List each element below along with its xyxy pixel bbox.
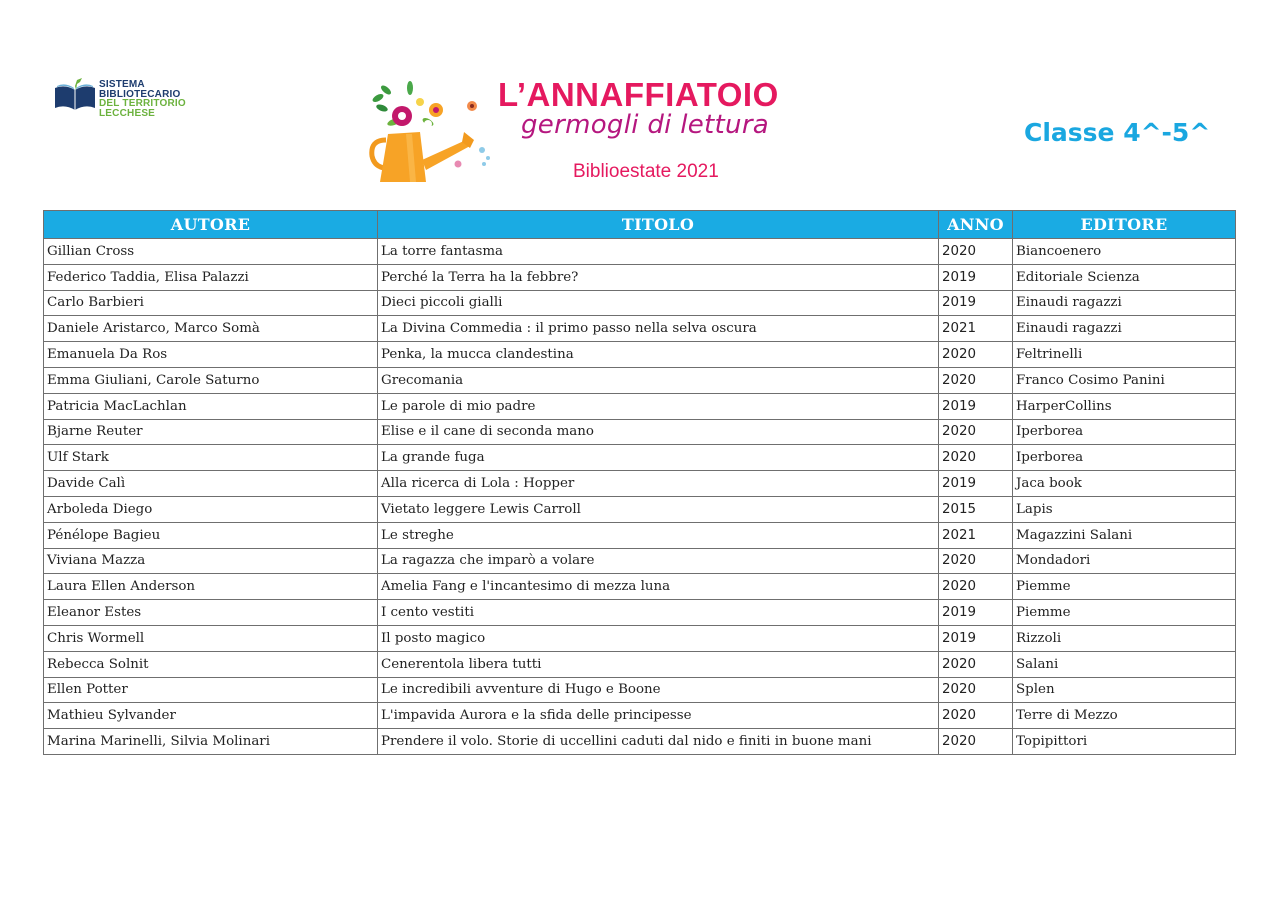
cell-autore: Carlo Barbieri — [44, 290, 378, 316]
event-subtitle: germogli di lettura — [521, 110, 770, 140]
table-row — [44, 419, 1236, 445]
column-header-editore: EDITORE — [1013, 211, 1236, 239]
cell-autore: Davide Calì — [44, 471, 378, 497]
cell-anno: 2020 — [939, 548, 1013, 574]
book-list-table — [43, 210, 1236, 755]
cell-autore: Patricia MacLachlan — [44, 393, 378, 419]
cell-editore: Biancoenero — [1013, 239, 1236, 265]
cell-titolo: La Divina Commedia : il primo passo nella selva oscura — [378, 316, 939, 342]
cell-editore: HarperCollins — [1013, 393, 1236, 419]
logo-line-1: SISTEMA — [99, 79, 145, 90]
cell-titolo: La grande fuga — [378, 445, 939, 471]
cell-anno: 2020 — [939, 729, 1013, 755]
cell-anno: 2019 — [939, 471, 1013, 497]
column-header-autore: AUTORE — [44, 211, 378, 239]
cell-titolo: Cenerentola libera tutti — [378, 651, 939, 677]
table-row — [44, 496, 1236, 522]
table-row — [44, 729, 1236, 755]
cell-titolo: Amelia Fang e l'incantesimo di mezza luna — [378, 574, 939, 600]
cell-anno: 2019 — [939, 600, 1013, 626]
cell-titolo: Alla ricerca di Lola : Hopper — [378, 471, 939, 497]
column-header-anno: ANNO — [939, 211, 1013, 239]
table-row — [44, 264, 1236, 290]
table-row — [44, 703, 1236, 729]
open-book-icon — [53, 78, 97, 114]
cell-titolo: Grecomania — [378, 367, 939, 393]
table-row — [44, 548, 1236, 574]
cell-editore: Iperborea — [1013, 419, 1236, 445]
cell-editore: Magazzini Salani — [1013, 522, 1236, 548]
cell-autore: Laura Ellen Anderson — [44, 574, 378, 600]
cell-anno: 2020 — [939, 419, 1013, 445]
logo-line-4: LECCHESE — [99, 107, 156, 119]
cell-editore: Rizzoli — [1013, 625, 1236, 651]
watering-can-flowers-icon — [366, 78, 496, 186]
cell-autore: Emma Giuliani, Carole Saturno — [44, 367, 378, 393]
cell-autore: Rebecca Solnit — [44, 651, 378, 677]
table-row — [44, 600, 1236, 626]
cell-editore: Terre di Mezzo — [1013, 703, 1236, 729]
cell-titolo: Il posto magico — [378, 625, 939, 651]
cell-anno: 2021 — [939, 522, 1013, 548]
cell-titolo: Le parole di mio padre — [378, 393, 939, 419]
cell-anno: 2019 — [939, 264, 1013, 290]
cell-autore: Pénélope Bagieu — [44, 522, 378, 548]
cell-anno: 2020 — [939, 342, 1013, 368]
cell-editore: Jaca book — [1013, 471, 1236, 497]
cell-editore: Iperborea — [1013, 445, 1236, 471]
table-header-row — [44, 211, 1236, 239]
cell-autore: Ellen Potter — [44, 677, 378, 703]
cell-titolo: Penka, la mucca clandestina — [378, 342, 939, 368]
cell-anno: 2020 — [939, 367, 1013, 393]
cell-anno: 2020 — [939, 445, 1013, 471]
class-label: Classe 4^-5^ — [1024, 118, 1211, 147]
table-row — [44, 625, 1236, 651]
table-row — [44, 445, 1236, 471]
cell-editore: Einaudi ragazzi — [1013, 316, 1236, 342]
cell-autore: Daniele Aristarco, Marco Somà — [44, 316, 378, 342]
cell-titolo: Le incredibili avventure di Hugo e Boone — [378, 677, 939, 703]
sbtl-logo — [53, 68, 193, 122]
table-row — [44, 316, 1236, 342]
cell-editore: Franco Cosimo Panini — [1013, 367, 1236, 393]
cell-autore: Gillian Cross — [44, 239, 378, 265]
table-row — [44, 367, 1236, 393]
cell-editore: Einaudi ragazzi — [1013, 290, 1236, 316]
cell-editore: Splen — [1013, 677, 1236, 703]
cell-titolo: Vietato leggere Lewis Carroll — [378, 496, 939, 522]
cell-titolo: Dieci piccoli gialli — [378, 290, 939, 316]
event-name: Biblioestate 2021 — [573, 161, 719, 182]
cell-editore: Mondadori — [1013, 548, 1236, 574]
cell-autore: Arboleda Diego — [44, 496, 378, 522]
table-row — [44, 471, 1236, 497]
table-row — [44, 342, 1236, 368]
cell-titolo: Le streghe — [378, 522, 939, 548]
cell-anno: 2019 — [939, 625, 1013, 651]
table-row — [44, 522, 1236, 548]
cell-autore: Chris Wormell — [44, 625, 378, 651]
cell-editore: Piemme — [1013, 574, 1236, 600]
cell-titolo: Perché la Terra ha la febbre? — [378, 264, 939, 290]
logo-line-2: BIBLIOTECARIO — [99, 88, 181, 100]
cell-autore: Emanuela Da Ros — [44, 342, 378, 368]
cell-anno: 2020 — [939, 239, 1013, 265]
cell-anno: 2021 — [939, 316, 1013, 342]
cell-autore: Eleanor Estes — [44, 600, 378, 626]
table-row — [44, 677, 1236, 703]
cell-anno: 2019 — [939, 393, 1013, 419]
event-title: L’ANNAFFIATOIO — [498, 76, 779, 113]
table-row — [44, 393, 1236, 419]
cell-editore: Salani — [1013, 651, 1236, 677]
column-header-titolo: TITOLO — [378, 211, 939, 239]
cell-editore: Lapis — [1013, 496, 1236, 522]
cell-autore: Viviana Mazza — [44, 548, 378, 574]
cell-editore: Editoriale Scienza — [1013, 264, 1236, 290]
cell-autore: Bjarne Reuter — [44, 419, 378, 445]
cell-editore: Piemme — [1013, 600, 1236, 626]
cell-anno: 2019 — [939, 290, 1013, 316]
cell-editore: Topipittori — [1013, 729, 1236, 755]
cell-titolo: L'impavida Aurora e la sfida delle principesse — [378, 703, 939, 729]
cell-anno: 2020 — [939, 677, 1013, 703]
table-row — [44, 651, 1236, 677]
logo-line-3: DEL TERRITORIO — [99, 98, 186, 109]
table-row — [44, 239, 1236, 265]
cell-autore: Ulf Stark — [44, 445, 378, 471]
cell-autore: Marina Marinelli, Silvia Molinari — [44, 729, 378, 755]
cell-titolo: I cento vestiti — [378, 600, 939, 626]
cell-autore: Mathieu Sylvander — [44, 703, 378, 729]
cell-titolo: La torre fantasma — [378, 239, 939, 265]
cell-titolo: Elise e il cane di seconda mano — [378, 419, 939, 445]
cell-titolo: La ragazza che imparò a volare — [378, 548, 939, 574]
cell-anno: 2020 — [939, 651, 1013, 677]
table-row — [44, 290, 1236, 316]
cell-editore: Feltrinelli — [1013, 342, 1236, 368]
cell-anno: 2015 — [939, 496, 1013, 522]
cell-anno: 2020 — [939, 703, 1013, 729]
table-row — [44, 574, 1236, 600]
cell-anno: 2020 — [939, 574, 1013, 600]
cell-titolo: Prendere il volo. Storie di uccellini caduti dal nido e finiti in buone mani — [378, 729, 939, 755]
cell-autore: Federico Taddia, Elisa Palazzi — [44, 264, 378, 290]
